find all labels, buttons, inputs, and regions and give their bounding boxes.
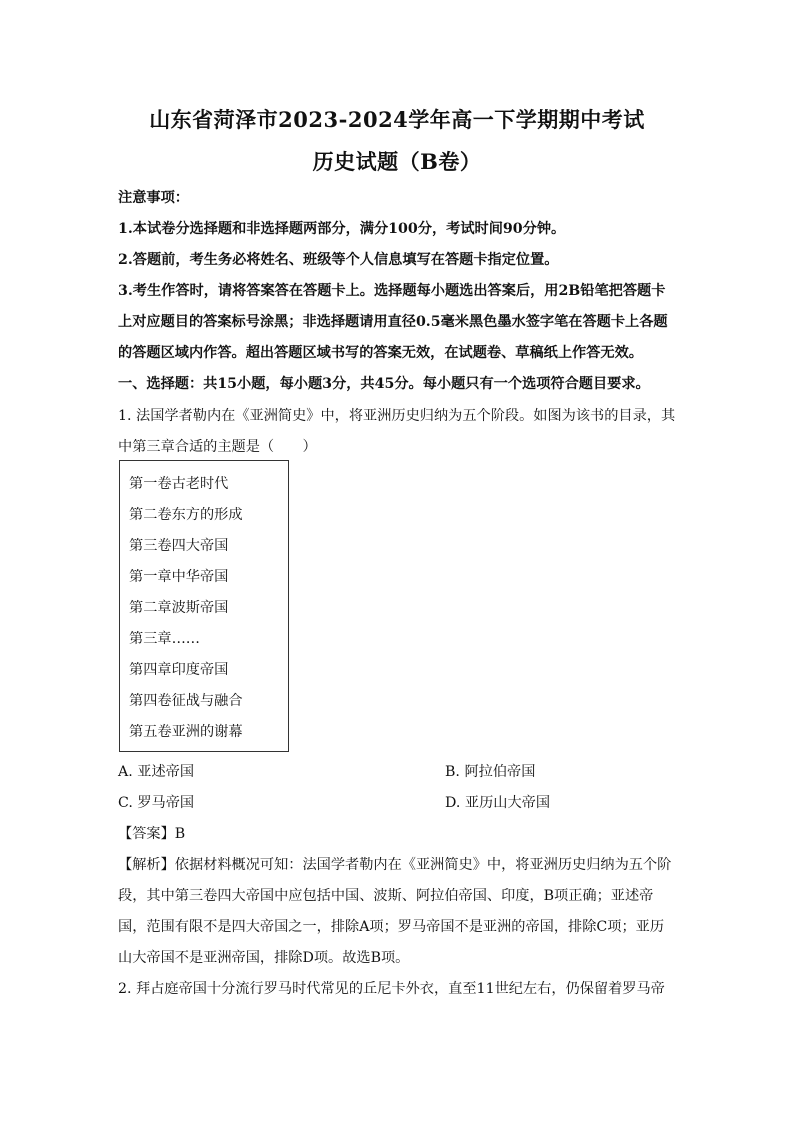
note-item-3-line-3: 的答题区域内作答。超出答题区域书写的答案无效，在试题卷、草稿纸上作答无效。 [118, 345, 643, 361]
option-a: A. 亚述帝国 [118, 764, 195, 780]
answer-line: 【答案】B [118, 826, 186, 842]
table-of-contents-box [119, 460, 289, 752]
question-2-stem-line-1: 2. 拜占庭帝国十分流行罗马时代常见的丘尼卡外衣，直至11世纪左右，仍保留着罗马帝 [118, 981, 665, 997]
analysis-line-1: 【解析】依据材料概况可知：法国学者勒内在《亚洲简史》中，将亚洲历史归纳为五个阶 [118, 857, 672, 873]
option-d: D. 亚历山大帝国 [445, 795, 551, 811]
analysis-line-2: 段，其中第三卷四大帝国中应包括中国、波斯、阿拉伯帝国、印度，B项正确；亚述帝 [118, 888, 654, 904]
question-1-stem-line-1: 1. 法国学者勒内在《亚洲简史》中，将亚洲历史归纳为五个阶段。如图为该书的目录，其 [118, 408, 676, 424]
section-heading: 一、选择题：共15小题，每小题3分，共45分。每小题只有一个选项符合题目要求。 [118, 376, 650, 392]
analysis-line-3: 国，范围有限不是四大帝国之一，排除A项；罗马帝国不是亚洲的帝国，排除C项；亚历 [118, 919, 665, 935]
note-item-3-line-1: 3.考生作答时，请将答案答在答题卡上。选择题每小题选出答案后，用2B铅笔把答题卡 [118, 283, 666, 299]
toc-item: 第一章中华帝国 [129, 569, 229, 585]
toc-item: 第二卷东方的形成 [129, 507, 243, 523]
notes-heading: 注意事项： [118, 190, 189, 206]
note-item-3-line-2: 上对应题目的答案标号涂黑；非选择题请用直径0.5毫米黑色墨水签字笔在答题卡上各题 [118, 314, 668, 330]
option-b: B. 阿拉伯帝国 [445, 764, 536, 780]
option-c: C. 罗马帝国 [118, 795, 195, 811]
toc-item: 第一卷古老时代 [129, 476, 229, 492]
toc-item: 第五卷亚洲的谢幕 [129, 724, 243, 740]
note-item-1: 1.本试卷分选择题和非选择题两部分，满分100分，考试时间90分钟。 [118, 221, 566, 237]
note-item-2: 2.答题前，考生务必将姓名、班级等个人信息填写在答题卡指定位置。 [118, 252, 559, 268]
question-1-stem-line-2: 中第三章合适的主题是（ ） [118, 439, 317, 455]
exam-title: 山东省菏泽市2023-2024学年高一下学期期中考试 [149, 107, 645, 132]
toc-item: 第三章…… [129, 631, 200, 647]
toc-item: 第二章波斯帝国 [129, 600, 229, 616]
toc-item: 第四卷征战与融合 [129, 693, 243, 709]
toc-item: 第四章印度帝国 [129, 662, 229, 678]
exam-subtitle: 历史试题（B卷） [312, 149, 482, 174]
toc-item: 第三卷四大帝国 [129, 538, 229, 554]
analysis-line-4: 山大帝国不是亚洲帝国，排除D项。故选B项。 [118, 950, 410, 966]
